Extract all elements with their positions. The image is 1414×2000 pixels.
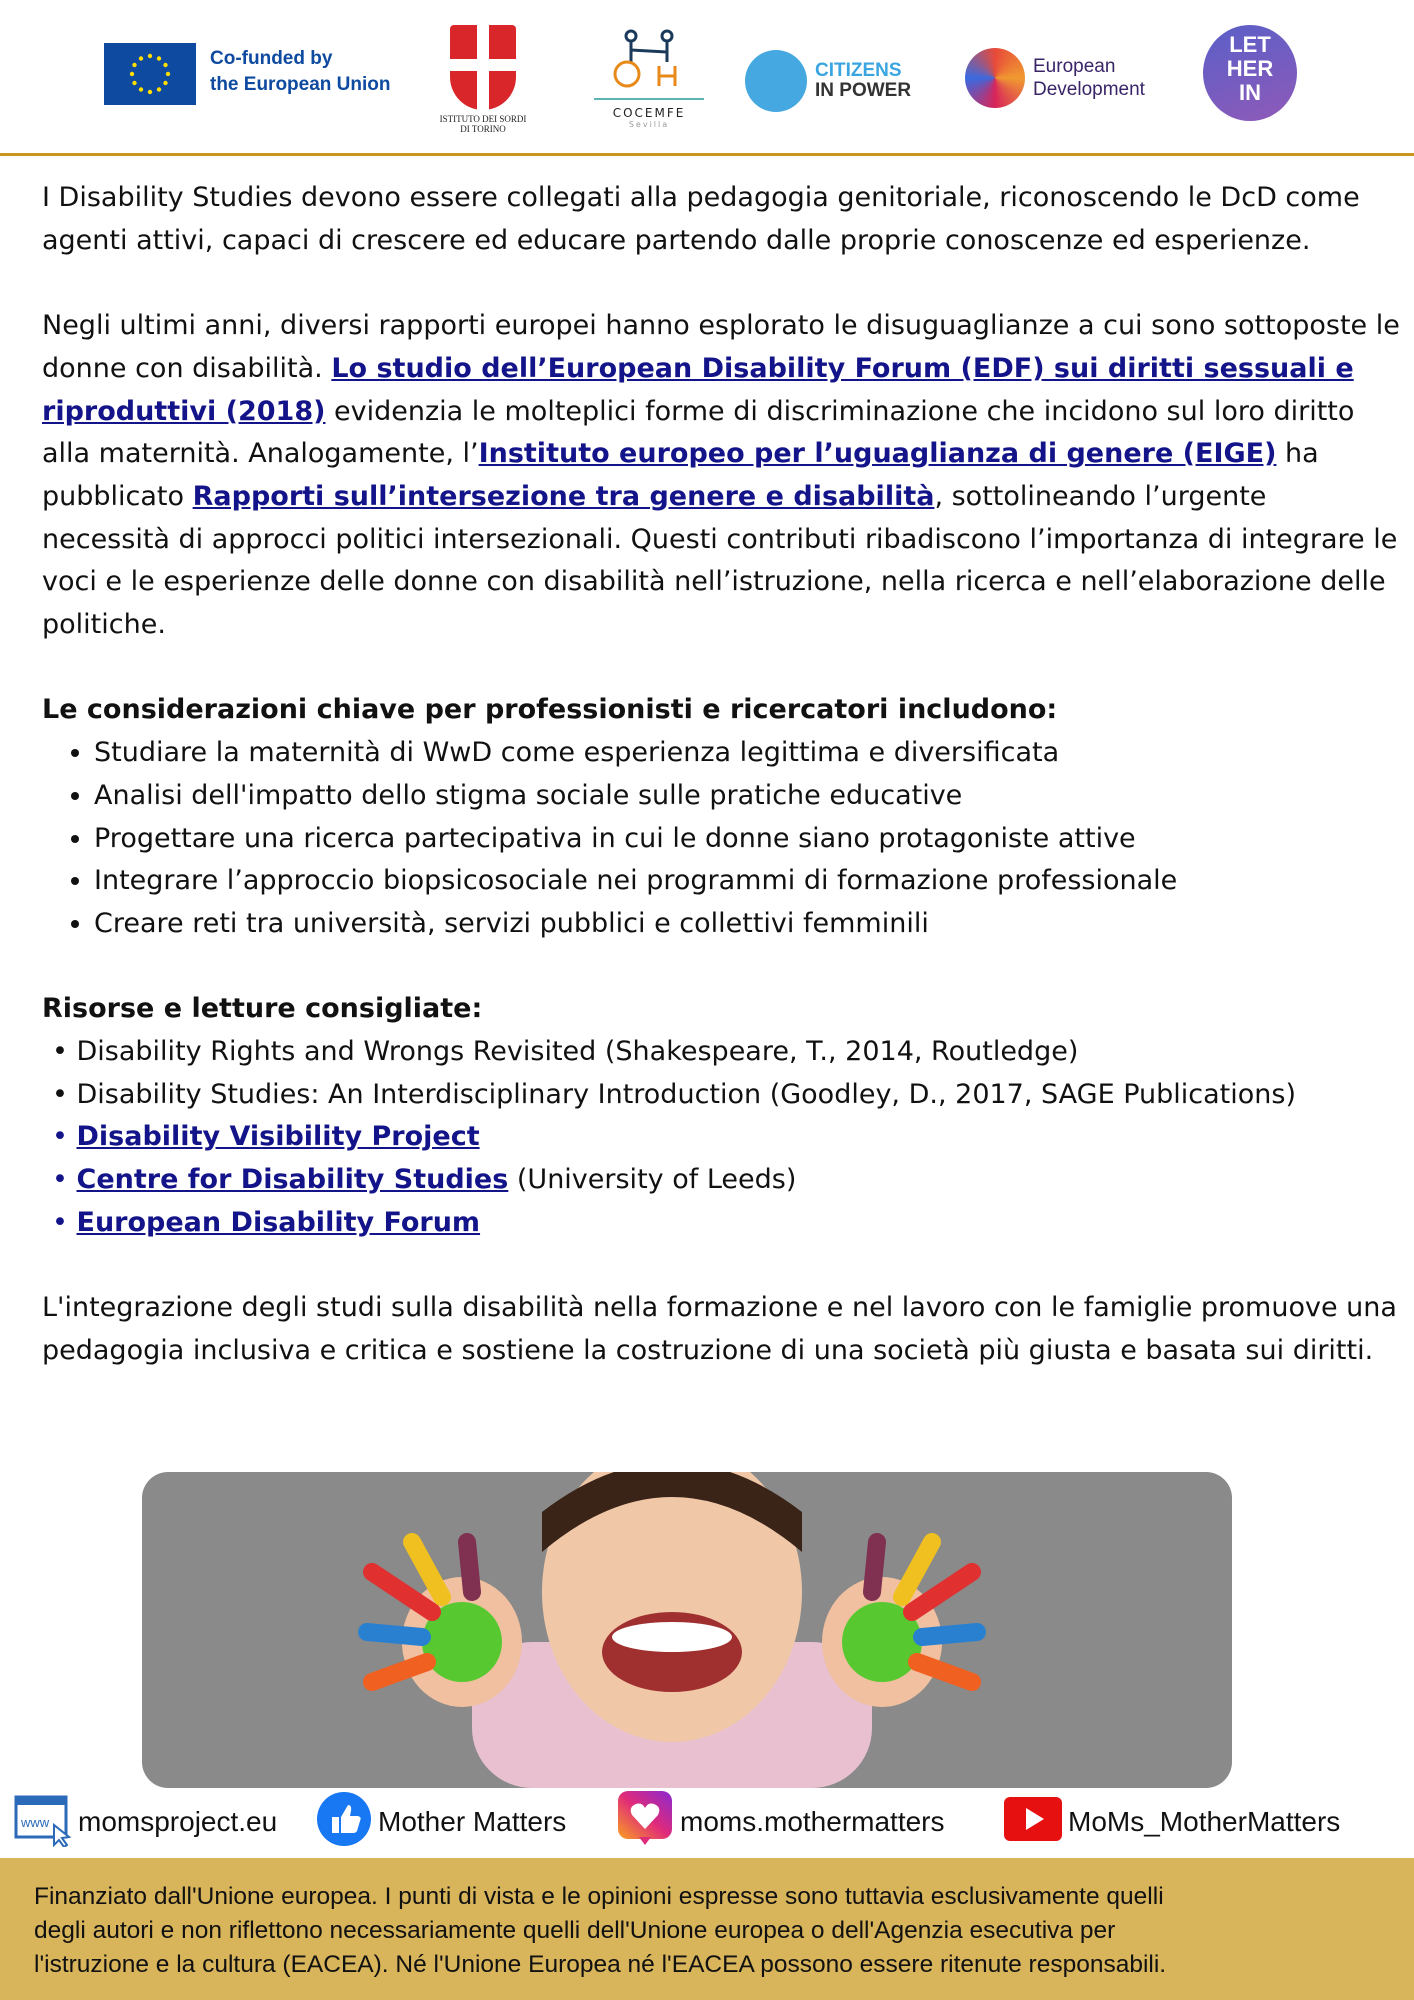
disability-visibility-link[interactable]: Disability Visibility Project: [76, 1121, 480, 1153]
reports-paragraph: Negli ultimi anni, diversi rapporti europei hanno esplorato le disuguaglianze a cui sono sottoposte le donne con disabilità. Lo studio dell’European Disability Forum (EDF) sui diritti sessuali e riproduttivi (2018) evidenzia le molteplici forme di discriminazione che incidono sul loro diritto alla maternità. Analogamente, l’Instituto europeo per l’uguaglianza di genere (EIGE) ha pubblicato Rapporti sull’intersezione tra genere e disabilità, sottolineando l’urgente necessità di approcci politici intersezionali. Questi contributi ribadiscono l’importanza di integrare le voci e le esperienze delle donne con disabilità nell’istruzione, nella ricerca e nell’elaborazione delle politiche.: [42, 310, 1400, 641]
facebook-link[interactable]: Mother Matters: [316, 1792, 566, 1852]
list-item: • Disability Rights and Wrongs Revisited (Shakespeare, T., 2014, Routledge): [52, 1031, 1402, 1074]
funding-disclaimer: Finanziato dall'Unione europea. I punti di vista e le opinioni espresse sono tuttavia esclusivamente quelli degli autori e non riflettono necessariamente quelli dell'Unione europea o dell'Agenzia esecutiva per l'istruzione e la cultura (EACEA). Né l'Unione Europea né l'EACEA possono essere ritenute responsabili.: [0, 1858, 1414, 2000]
citizens-emblem-icon: [745, 50, 807, 112]
eu-cofunded-text: Co-funded by the European Union: [210, 48, 391, 95]
european-development-logo: European Development: [965, 48, 1145, 108]
eu-flag-logo: [104, 43, 196, 105]
key-considerations-heading: Le considerazioni chiave per professionisti e ricercatori includono:: [42, 694, 1058, 726]
intersection-reports-link[interactable]: Rapporti sull’intersezione tra genere e disabilità: [192, 480, 935, 512]
key-considerations: [42, 689, 1402, 945]
youtube-link[interactable]: MoMs_MotherMatters: [1004, 1792, 1340, 1852]
youtube-play-icon: [1004, 1797, 1062, 1848]
social-links-bar: [14, 1792, 1414, 1852]
website-link[interactable]: www momsproject.eu: [14, 1792, 277, 1852]
facebook-like-icon: [316, 1791, 372, 1854]
closing-paragraph: L'integrazione degli studi sulla disabilità nella formazione e nel lavoro con le famiglie promuove una pedagogia inclusiva e critica e sostiene la costruzione di una società più giusta e basata sui diritti.: [42, 1292, 1397, 1366]
cocemfe-logo: COCEMFE Sevilla: [594, 28, 704, 129]
intro-paragraph: I Disability Studies devono essere collegati alla pedagogia genitoriale, riconoscendo le DcD come agenti attivi, capaci di crescere ed educare partendo dalle proprie conoscenze ed esperienze.: [42, 182, 1360, 256]
istituto-sordi-shield-logo: [450, 25, 516, 110]
list-item: • Integrare l’approccio biopsicosociale nei programmi di formazione professionale: [94, 860, 1402, 903]
svg-text:www: www: [21, 1814, 50, 1830]
european-disability-forum-link[interactable]: European Disability Forum: [76, 1206, 481, 1238]
citizens-in-power-logo: CITIZENS IN POWER: [745, 50, 911, 112]
centre-disability-studies-link[interactable]: Centre for Disability Studies: [76, 1164, 509, 1196]
child-painted-hands-photo: [142, 1472, 1232, 1788]
list-item: • Centre for Disability Studies (University of Leeds): [52, 1159, 1402, 1202]
list-item: • Disability Studies: An Interdisciplinary Introduction (Goodley, D., 2017, SAGE Publications): [52, 1074, 1402, 1117]
instagram-heart-icon: [616, 1789, 674, 1856]
list-item: • Progettare una ricerca partecipativa in cui le donne siano protagoniste attive: [94, 818, 1402, 861]
let-her-in-logo: LET HER IN: [1203, 25, 1297, 121]
resources-heading: Risorse e letture consigliate:: [42, 993, 483, 1025]
edf-study-link[interactable]: Lo studio dell’European Disability Forum (EDF) sui diritti sessuali e riproduttivi (2018): [42, 352, 1354, 427]
www-browser-icon: [14, 1791, 72, 1854]
list-item: • Analisi dell'impatto dello stigma sociale sulle pratiche educative: [94, 775, 1402, 818]
list-item: [52, 1202, 1402, 1245]
article-body: [42, 177, 1402, 1415]
list-item: [52, 1116, 1402, 1159]
instagram-link[interactable]: moms.mothermatters: [616, 1792, 945, 1852]
resources: [42, 988, 1402, 1244]
list-item: • Studiare la maternità di WwD come esperienza legittima e diversificata: [94, 732, 1402, 775]
eige-link[interactable]: Instituto europeo per l’uguaglianza di genere (EIGE): [478, 438, 1277, 470]
people-emblem-icon: [965, 48, 1025, 108]
logo-header: [0, 0, 1414, 156]
list-item: • Creare reti tra università, servizi pubblici e collettivi femminili: [94, 903, 1402, 946]
istituto-sordi-caption: ISTITUTO DEI SORDI DI TORINO: [439, 114, 527, 134]
